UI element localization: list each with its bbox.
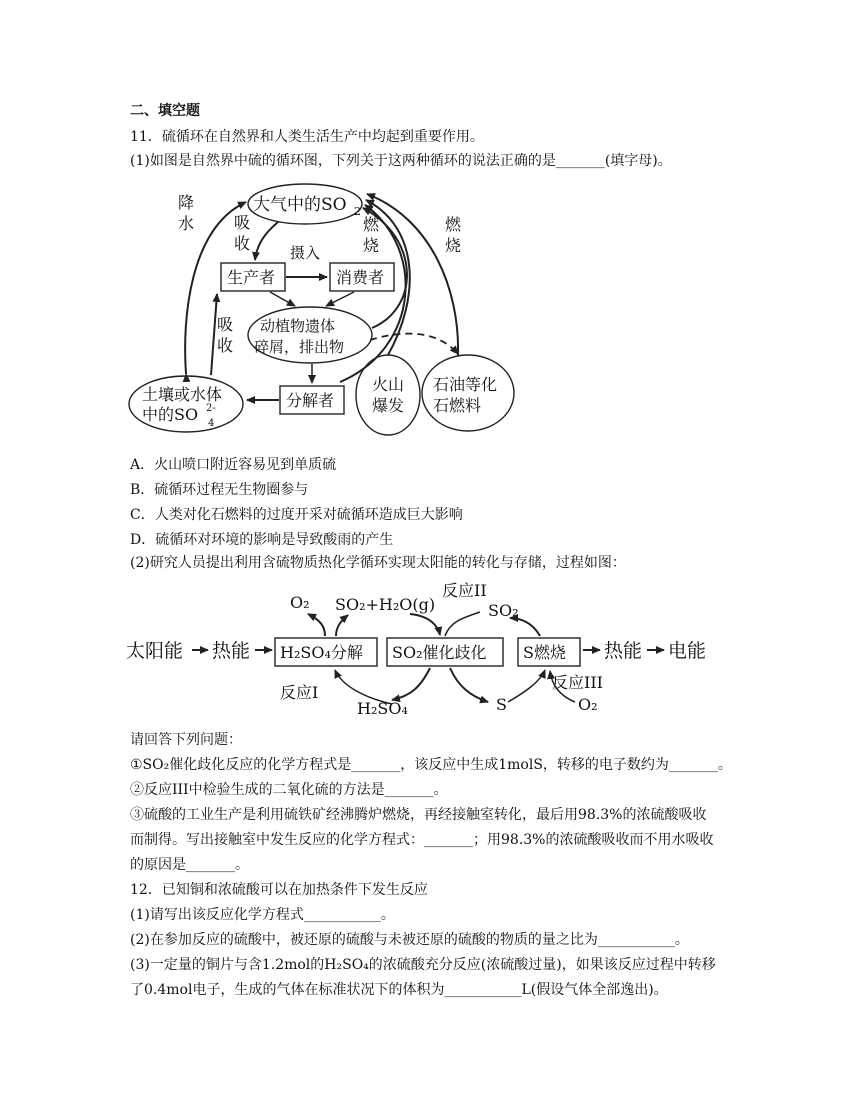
soil-label-2: 中的SO [142, 405, 199, 424]
q11-stem: 11．硫循环在自然界和人类生活生产中均起到重要作用。 [130, 129, 484, 145]
q11-sub3-line1: ③硫酸的工业生产是利用硫铁矿经沸腾炉燃烧，再经接触室转化，最后用98.3%的浓硫酸吸收 [130, 807, 707, 823]
absorb-left-label-2: 收 [217, 336, 234, 355]
s-bottom-label: S [496, 695, 507, 714]
q11-part2: (2)研究人员提出利用含硫物质热化学循环实现太阳能的转化与存储，过程如图： [130, 555, 626, 571]
q11-sub2: ②反应III中检验生成的二氧化硫的方法是_______。 [130, 782, 448, 798]
soil-superscript: 2- [206, 403, 216, 414]
remains-label-1: 动植物遗体 [260, 317, 336, 335]
remains-label-2: 碎屑，排出物 [254, 338, 345, 356]
burn-label-2a: 燃 [445, 215, 462, 234]
soil-label-1: 土壤或水体 [142, 385, 223, 404]
consumer-label: 消费者 [336, 268, 385, 287]
thermochemical-cycle-diagram [120, 578, 720, 723]
burn-label-1a: 燃 [363, 215, 380, 234]
section-title: 二、填空题 [130, 103, 200, 119]
q11-option-d: D．硫循环对环境的影响是导致酸雨的产生 [130, 532, 394, 548]
s-combustion-label: S燃烧 [523, 643, 566, 662]
soil-subscript: 4 [208, 418, 215, 429]
burn-label-1b: 烧 [363, 236, 380, 255]
so2-h2o-label: SO₂+H₂O(g) [335, 595, 436, 614]
q11-sub3-line3: 的原因是_______。 [130, 857, 249, 873]
so2-disproportionation-label: SO₂催化歧化 [392, 643, 487, 662]
solar-label: 太阳能 [126, 640, 184, 662]
q11-option-c: C．人类对化石燃料的过度开采对硫循环造成巨大影响 [130, 507, 463, 523]
decomposer-label: 分解者 [286, 391, 335, 410]
h2so4-decomposition-label: H₂SO₄分解 [280, 643, 363, 662]
producer-label: 生产者 [227, 268, 276, 287]
absorb-top-label-2: 收 [234, 234, 251, 253]
q11-sub1: ①SO₂催化歧化反应的化学方程式是_______，该反应中生成1molS，转移的电子数约为_______。 [130, 757, 732, 773]
burn-label-2b: 烧 [445, 236, 462, 255]
electric-label: 电能 [668, 640, 707, 662]
q11-part1: (1)如图是自然界中硫的循环图，下列关于这两种循环的说法正确的是_______(填字母)。 [130, 153, 672, 169]
heat-label-1: 热能 [212, 640, 251, 662]
rain-label-2: 水 [178, 214, 195, 233]
q12-stem: 12．已知铜和浓硫酸可以在加热条件下发生反应 [130, 882, 428, 898]
fossil-label-1: 石油等化 [433, 375, 498, 394]
h2so4-bottom-label: H₂SO₄ [357, 699, 408, 718]
q12-part2: (2)在参加反应的硫酸中，被还原的硫酸与未被还原的硫酸的物质的量之比为___________。 [130, 932, 689, 948]
q12-part1: (1)请写出该反应化学方程式___________。 [130, 907, 395, 923]
reaction-2-label: 反应II [442, 581, 487, 600]
o2-top-label: O₂ [290, 593, 310, 612]
atmosphere-label: 大气中的SO [253, 195, 347, 215]
q12-part3-line2: 了0.4mol电子，生成的气体在标准状况下的体积为___________L(假设气体全部逸出)。 [130, 982, 668, 998]
q11-option-b: B．硫循环过程无生物圈参与 [130, 482, 309, 498]
volcano-label-1: 火山 [372, 375, 405, 394]
o2-bottom-label: O₂ [578, 695, 598, 714]
fossil-label-2: 石燃料 [433, 396, 482, 415]
q12-part3-line1: (3)一定量的铜片与含1.2mol的H₂SO₄的浓硫酸充分反应(浓硫酸过量)，如果该反应过程中转移 [130, 957, 716, 973]
so2-top-label: SO₂ [488, 601, 519, 620]
atmosphere-subscript: 2 [354, 205, 361, 218]
q11-sub3-line2: 而制得。写出接触室中发生反应的化学方程式：_______；用98.3%的浓硫酸吸收而不用水吸收 [130, 832, 714, 848]
q11-prompt: 请回答下列问题： [130, 732, 242, 748]
q11-option-a: A．火山喷口附近容易见到单质硫 [130, 457, 337, 473]
reaction-3-label: 反应III [552, 673, 603, 692]
rain-label-1: 降 [178, 193, 195, 212]
absorb-top-label-1: 吸 [234, 213, 251, 232]
ingest-label: 摄入 [290, 244, 321, 262]
reaction-1-label: 反应I [280, 683, 319, 702]
sulfur-cycle-diagram [120, 178, 520, 450]
heat-label-2: 热能 [604, 640, 643, 662]
absorb-left-label-1: 吸 [217, 315, 234, 334]
volcano-label-2: 爆发 [372, 396, 405, 415]
